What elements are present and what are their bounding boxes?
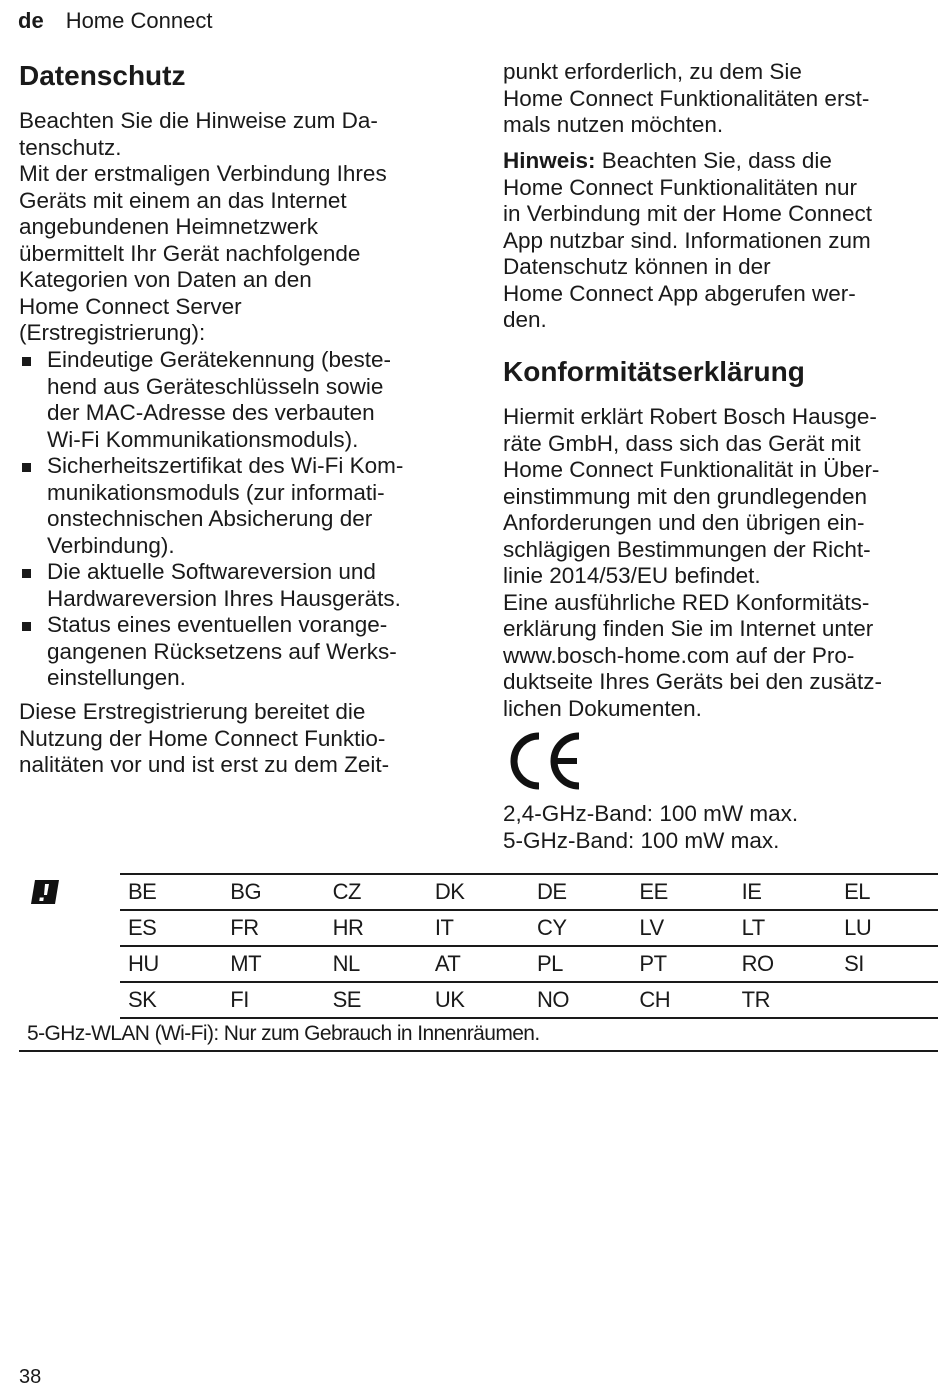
band-line: 5-GHz-Band: 100 mW max.	[503, 827, 780, 853]
country-code: ES	[120, 910, 222, 946]
hint-line	[503, 148, 832, 175]
country-code: LU	[836, 910, 938, 946]
country-code: LV	[631, 910, 733, 946]
page-number: 38	[19, 1366, 42, 1388]
body-line: übermittelt Ihr Gerät nachfolgende	[19, 240, 361, 266]
body-line: Kategorien von Daten an den	[19, 267, 312, 292]
country-code: HU	[120, 946, 222, 982]
data-category-item	[19, 559, 403, 612]
country-code	[836, 982, 938, 1018]
hint-line: App nutzbar sind. Informationen zum	[503, 227, 871, 253]
country-code: DK	[427, 874, 529, 910]
conformity-line: lichen Dokumenten.	[503, 695, 702, 721]
country-code: SI	[836, 946, 938, 982]
conformity-line: Anforderungen und den übrigen ein-	[503, 510, 865, 535]
country-code: EL	[836, 874, 938, 910]
country-code: EE	[631, 874, 733, 910]
conformity-line: erklärung finden Sie im Internet unter	[503, 616, 874, 641]
section-title: Home Connect	[65, 8, 213, 33]
country-code: CZ	[325, 874, 427, 910]
country-row	[120, 910, 938, 946]
exclamation-note-icon	[28, 878, 62, 906]
body-line: Geräts mit einem an das Internet	[19, 187, 347, 213]
bullet-line: Die aktuelle Softwareversion und	[47, 559, 376, 584]
country-table	[120, 873, 938, 1019]
country-row	[120, 874, 938, 910]
conformity-heading: Konformitätserklärung	[503, 356, 805, 387]
body-line: (Erstregistrierung):	[19, 320, 206, 345]
country-code: AT	[427, 946, 529, 982]
hint-line: Home Connect Funktionalitäten nur	[503, 174, 857, 200]
country-code: PL	[529, 946, 631, 982]
bullet-line: Verbindung).	[47, 532, 175, 558]
country-row	[120, 946, 938, 982]
intro-line: Beachten Sie die Hinweise zum Da-	[19, 108, 378, 133]
intro-line: tenschutz.	[19, 134, 122, 160]
country-code: IT	[427, 910, 529, 946]
country-code: FR	[222, 910, 324, 946]
closing-line: mals nutzen möchten.	[503, 112, 724, 137]
body-line: Home Connect Server	[19, 293, 242, 319]
bullet-line: Hardwareversion Ihres Hausgeräts.	[47, 585, 401, 611]
conformity-line: räte GmbH, dass sich das Gerät mit	[503, 430, 861, 456]
country-code: SE	[325, 982, 427, 1018]
band-line: 2,4-GHz-Band: 100 mW max.	[503, 801, 799, 826]
hint-line: Home Connect App abgerufen wer-	[503, 280, 856, 306]
country-code: DE	[529, 874, 631, 910]
country-code: BG	[222, 874, 324, 910]
wlan-note	[19, 1018, 938, 1052]
closing-line: Home Connect Funktionalitäten erst-	[503, 85, 870, 111]
bullet-line: Sicherheitszertifikat des Wi-Fi Kom-	[47, 453, 404, 478]
data-category-list	[19, 347, 403, 692]
conformity-line: schlägigen Bestimmungen der Richt-	[503, 536, 871, 562]
country-code: SK	[120, 982, 222, 1018]
conformity-line: Home Connect Funktionalität in Über-	[503, 457, 880, 482]
conformity-line: Eine ausführliche RED Konformitäts-	[503, 589, 870, 615]
data-category-item	[19, 612, 403, 692]
language-code: de	[18, 8, 44, 33]
page-header	[18, 8, 212, 34]
hint-line: Datenschutz können in der	[503, 254, 771, 279]
bullet-line: Wi-Fi Kommunikationsmoduls).	[47, 426, 359, 452]
bullet-line: Status eines eventuellen vorange-	[47, 612, 388, 637]
country-code: TR	[734, 982, 836, 1018]
country-code: NL	[325, 946, 427, 982]
closing-line: Nutzung der Home Connect Funktio-	[19, 725, 386, 751]
wlan-note-text: 5-GHz-WLAN (Wi-Fi): Nur zum Gebrauch in Innenräumen.	[27, 1022, 540, 1045]
conformity-line: duktseite Ihres Geräts bei den zusätz-	[503, 669, 882, 694]
country-row	[120, 982, 938, 1018]
conformity-line: linie 2014/53/EU befindet.	[503, 563, 761, 588]
data-category-item	[19, 453, 403, 559]
country-code: LT	[734, 910, 836, 946]
conformity-line: www.bosch-home.com auf der Pro-	[503, 642, 855, 668]
country-code: IE	[734, 874, 836, 910]
conformity-line: einstimmung mit den grundlegenden	[503, 483, 867, 509]
country-code: CY	[529, 910, 631, 946]
bullet-line: onstechnischen Absicherung der	[47, 506, 373, 531]
country-code: PT	[631, 946, 733, 982]
data-category-item	[19, 347, 403, 453]
closing-line: punkt erforderlich, zu dem Sie	[503, 59, 802, 84]
privacy-heading: Datenschutz	[19, 60, 186, 91]
body-line: Mit der erstmaligen Verbindung Ihres	[19, 161, 387, 186]
hint-text: Beachten Sie, dass die	[595, 148, 832, 173]
conformity-line: Hiermit erklärt Robert Bosch Hausge-	[503, 404, 877, 429]
bullet-line: gangenen Rücksetzens auf Werks-	[47, 638, 397, 664]
country-code: CH	[631, 982, 733, 1018]
bullet-line: munikationsmoduls (zur informati-	[47, 479, 385, 505]
country-code: RO	[734, 946, 836, 982]
country-code: BE	[120, 874, 222, 910]
bullet-line: der MAC-Adresse des verbauten	[47, 400, 375, 425]
closing-line: Diese Erstregistrierung bereitet die	[19, 699, 366, 724]
country-code: MT	[222, 946, 324, 982]
hint-label: Hinweis:	[503, 148, 596, 173]
ce-mark-icon	[503, 730, 583, 792]
closing-line: nalitäten vor und ist erst zu dem Zeit-	[19, 752, 390, 777]
country-code: UK	[427, 982, 529, 1018]
body-line: angebundenen Heimnetzwerk	[19, 214, 318, 239]
hint-line: in Verbindung mit der Home Connect	[503, 201, 872, 226]
hint-line: den.	[503, 307, 547, 332]
country-code: HR	[325, 910, 427, 946]
bullet-line: einstellungen.	[47, 665, 186, 690]
bullet-line: Eindeutige Gerätekennung (beste-	[47, 347, 391, 372]
bullet-line: hend aus Geräteschlüsseln sowie	[47, 373, 384, 399]
country-code: FI	[222, 982, 324, 1018]
country-code: NO	[529, 982, 631, 1018]
